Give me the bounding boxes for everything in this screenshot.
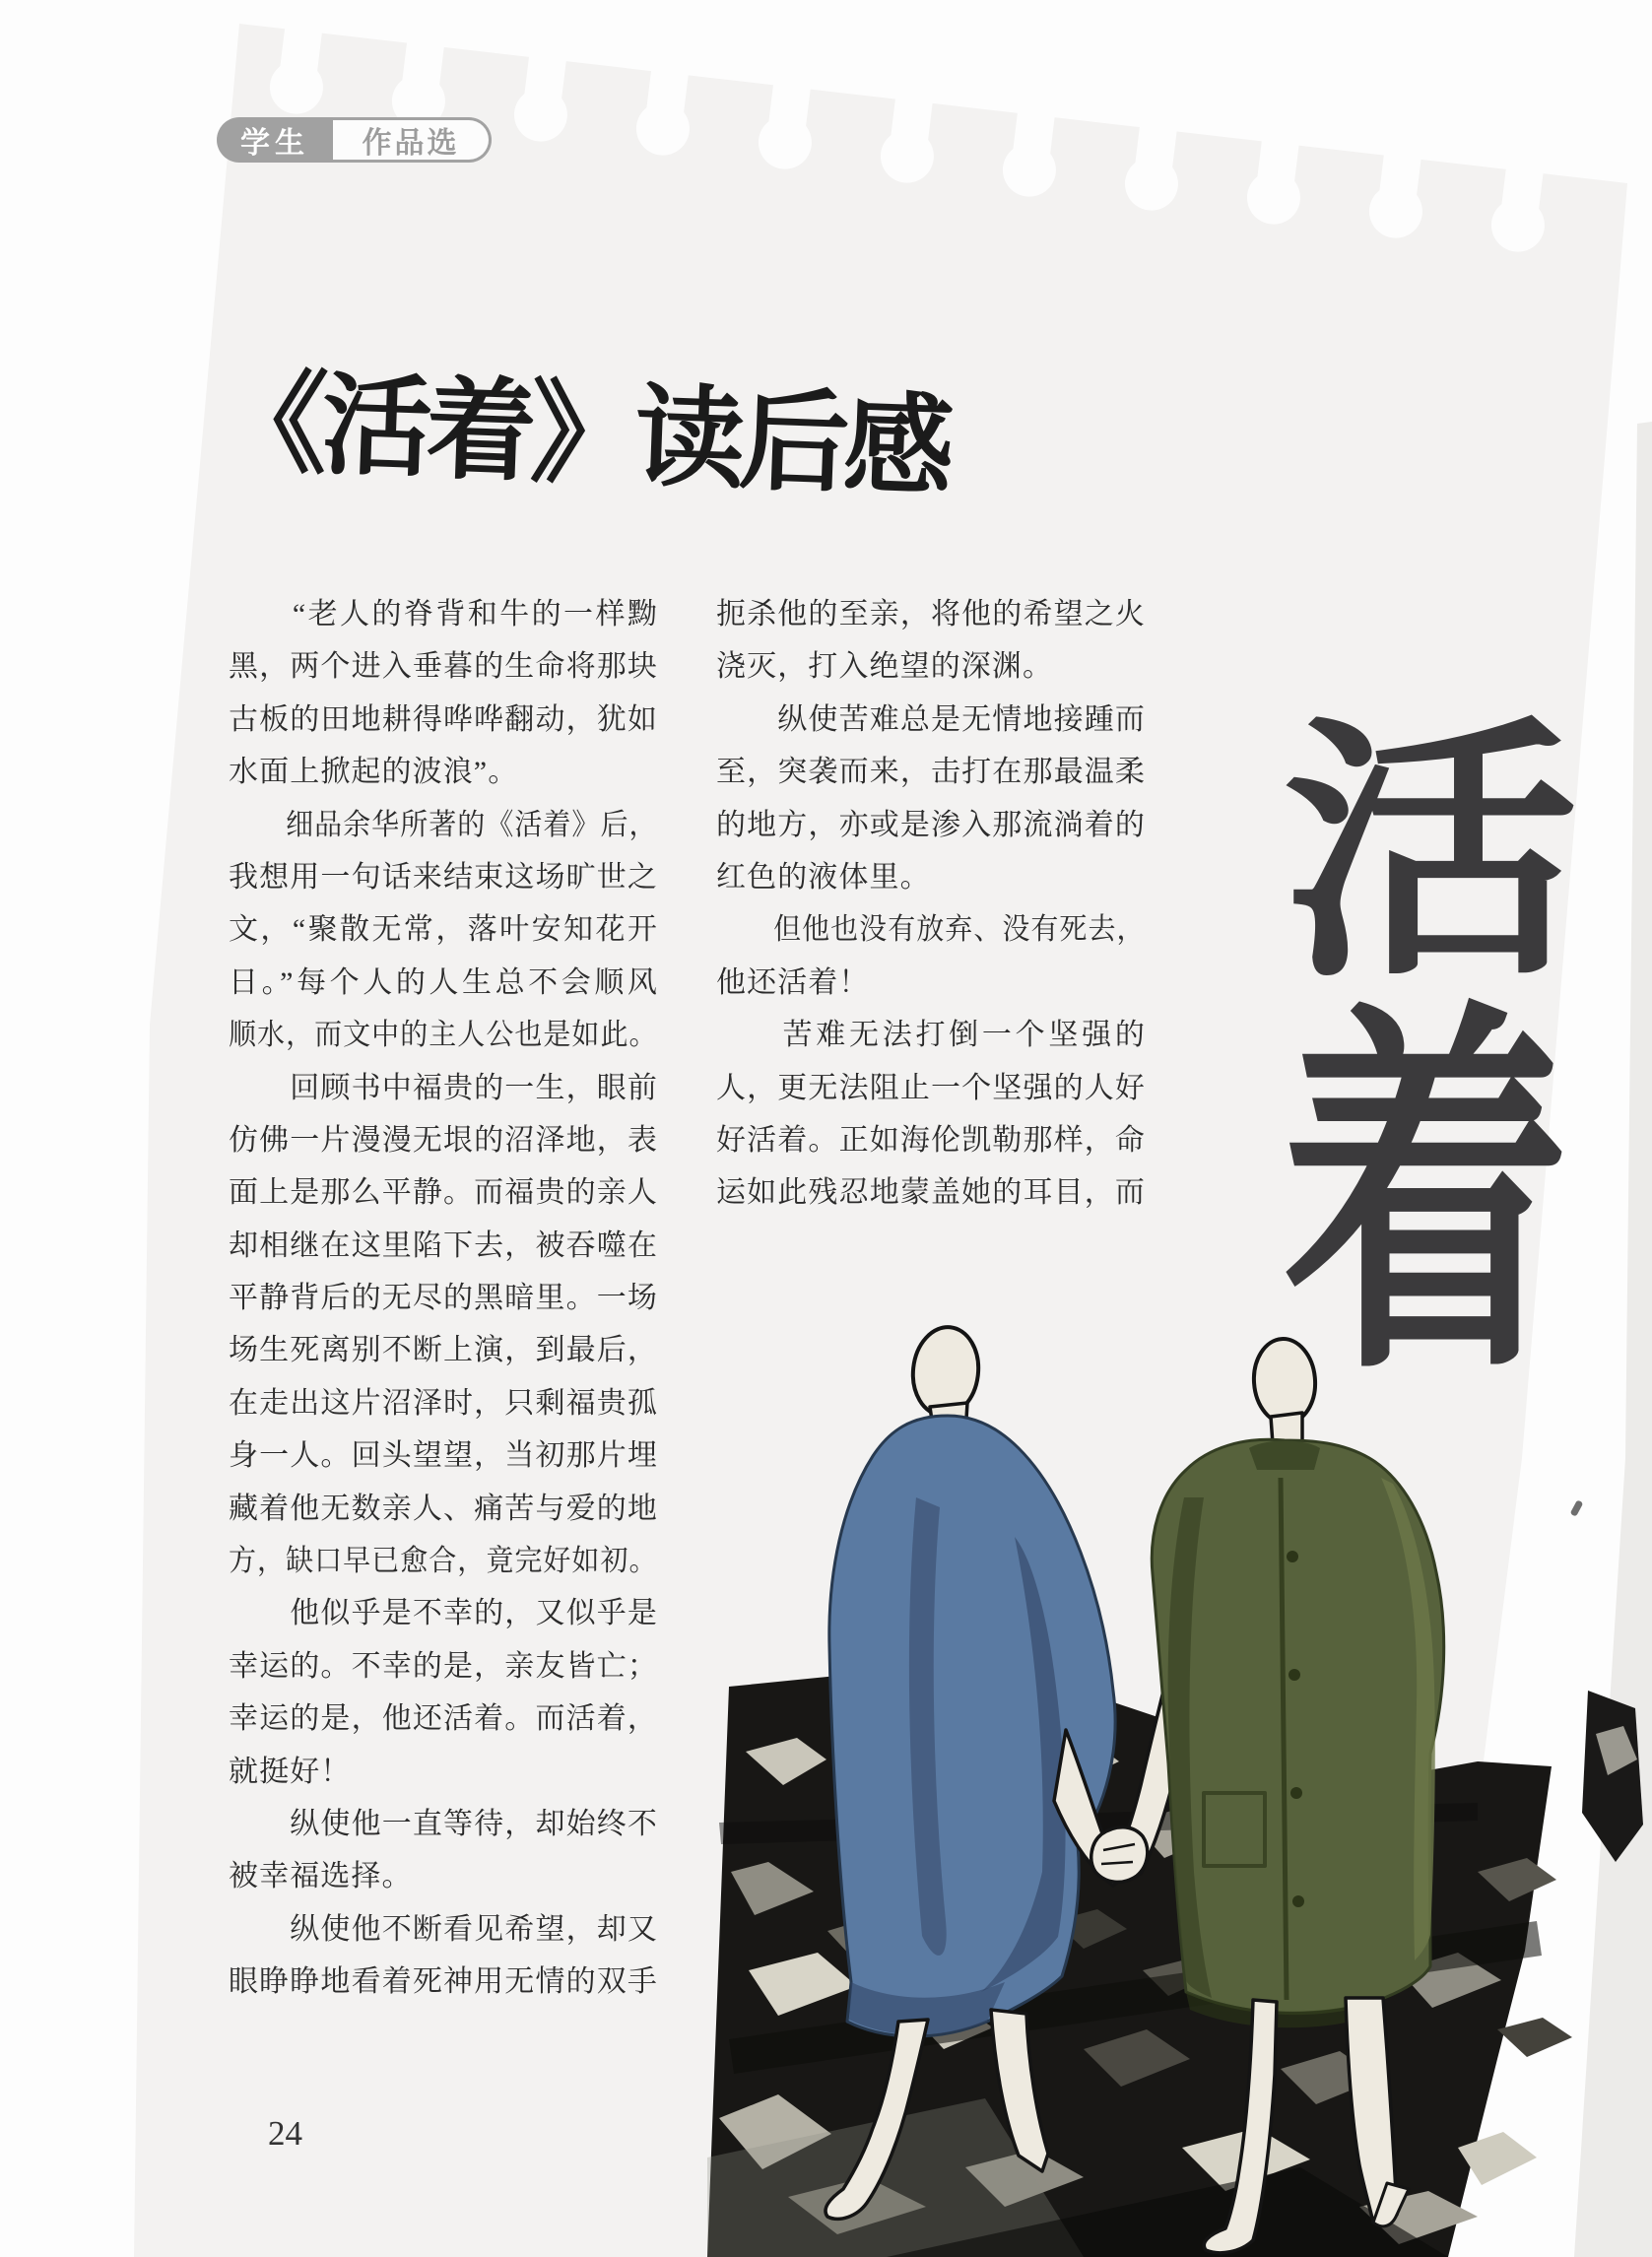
calligraphy-char-zhe: 着	[1281, 985, 1571, 1412]
clasped-hands	[1091, 1827, 1148, 1883]
section-badge-right: 作品选	[333, 117, 492, 163]
text-line: 苦难无法打倒一个坚强的	[716, 1019, 1146, 1052]
text-line: 平静背后的无尽的黑暗里。一场	[229, 1282, 658, 1315]
text-line: 文，“聚散无常，落叶安知花开	[229, 913, 658, 947]
text-line: 至，突袭而来，击打在那最温柔	[716, 756, 1146, 789]
text-line: 场生死离别不断上演，到最后，	[229, 1334, 658, 1367]
text-line: 但他也没有放弃、没有死去，	[716, 913, 1146, 947]
text-line: 纵使苦难总是无情地接踵而	[716, 702, 1146, 736]
text-line: 日。”每个人的人生总不会顺风	[229, 965, 658, 999]
text-line: 浇灭，打入绝望的深渊。	[716, 650, 1054, 684]
text-column-right	[716, 588, 1146, 1220]
text-line: 幸运的。不幸的是，亲友皆亡；	[229, 1649, 658, 1683]
text-column-left	[229, 588, 658, 2009]
text-line: 方，缺口早已愈合，竟完好如初。	[229, 1545, 658, 1578]
text-line: 面上是那么平静。而福贵的亲人	[229, 1176, 658, 1210]
article-title: 《活着》读后感	[215, 359, 951, 510]
text-line: 的地方，亦或是渗入那流淌着的	[716, 808, 1146, 841]
text-line: 水面上掀起的波浪”。	[229, 756, 519, 789]
text-line: 他还活着！	[716, 965, 870, 999]
text-line: 我想用一句话来结束这场旷世之	[229, 860, 658, 894]
text-line: 好活着。正如海伦凯勒那样，命	[716, 1123, 1146, 1157]
text-line: 就挺好！	[229, 1755, 352, 1788]
text-line: 眼睁睁地看着死神用无情的双手	[229, 1965, 658, 1999]
text-line: 被幸福选择。	[229, 1860, 413, 1893]
page-number: 24	[268, 2114, 302, 2153]
text-line: “老人的脊背和牛的一样黝	[229, 598, 658, 631]
text-line: 回顾书中福贵的一生，眼前	[229, 1071, 658, 1104]
text-line: 藏着他无数亲人、痛苦与爱的地	[229, 1492, 658, 1525]
text-line: 扼杀他的至亲，将他的希望之火	[716, 598, 1146, 631]
text-line: 身一人。回头望望，当初那片埋	[229, 1439, 658, 1473]
text-line: 却相继在这里陷下去，被吞噬在	[229, 1228, 658, 1262]
text-line: 他似乎是不幸的，又似乎是	[229, 1597, 658, 1630]
section-badge-left: 学生	[217, 117, 333, 163]
text-line: 运如此残忍地蒙盖她的耳目，而	[716, 1176, 1146, 1210]
next-page-sliver	[1574, 422, 1652, 2257]
text-line: 古板的田地耕得哗哗翻动，犹如	[229, 702, 658, 736]
text-line: 人，更无法阻止一个坚强的人好	[716, 1071, 1146, 1104]
section-badge	[217, 117, 492, 163]
text-line: 在走出这片沼泽时，只剩福贵孤	[229, 1386, 658, 1420]
text-line: 纵使他不断看见希望，却又	[229, 1912, 658, 1946]
calligraphy-char-huo: 活	[1283, 701, 1579, 1009]
text-line: 红色的液体里。	[716, 860, 931, 894]
text-line: 顺水，而文中的主人公也是如此。	[229, 1019, 658, 1052]
text-line: 细品余华所著的《活着》后，	[229, 808, 658, 841]
text-line: 纵使他一直等待，却始终不	[229, 1807, 658, 1840]
text-line: 黑，两个进入垂暮的生命将那块	[229, 650, 658, 684]
text-line: 幸运的是，他还活着。而活着，	[229, 1702, 658, 1736]
text-line: 仿佛一片漫漫无垠的沼泽地，表	[229, 1123, 658, 1157]
